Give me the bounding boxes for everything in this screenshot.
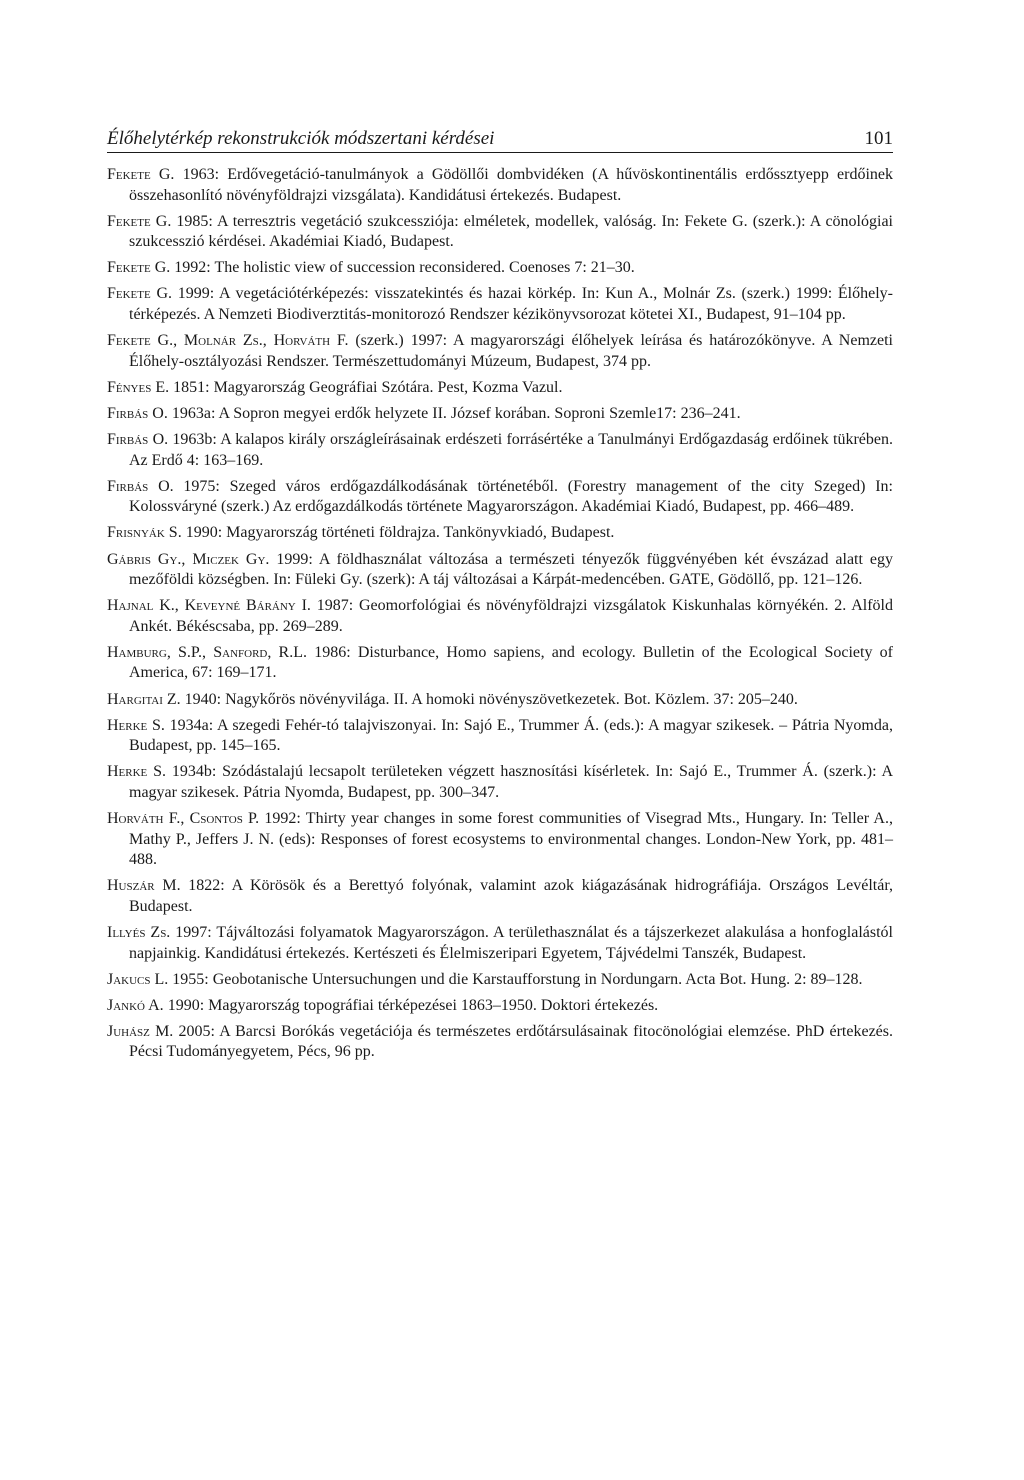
- reference-entry: [107, 550, 893, 591]
- reference-text: 1940: Nagykőrös növényvilága. II. A homoki növényszövetkezetek. Bot. Közlem. 37: 205–240.: [180, 690, 798, 708]
- reference-entry: [107, 404, 893, 425]
- page-number: 101: [864, 128, 893, 149]
- reference-author: Fekete G.: [107, 212, 172, 230]
- reference-author: Firbás O.: [107, 431, 169, 449]
- reference-author: Hajnal K., Keveyné Bárány I.: [107, 597, 311, 615]
- reference-entry: [107, 477, 893, 518]
- reference-text: 1963: Erdővegetáció-tanulmányok a Gödöllői dombvidéken (A hűvöskontinentális erdőssztyepp erdőinek összehasonlító növényföldrajzi vizsgálata). Kandidátusi értekezés. Budapest.: [129, 166, 894, 204]
- reference-entry: [107, 996, 893, 1017]
- reference-author: Juhász M.: [107, 1022, 174, 1040]
- reference-entry: [107, 643, 893, 684]
- reference-entry: [107, 1022, 893, 1063]
- reference-text: 1987: Geomorfológiai és növényföldrajzi vizsgálatok Kiskunhalas környékén. 2. Alföld Ankét. Békéscsaba, pp. 269–289.: [129, 597, 893, 635]
- reference-entry: [107, 165, 893, 206]
- reference-author: Huszár M.: [107, 877, 181, 895]
- running-head: [107, 128, 893, 153]
- running-title: Élőhelytérkép rekonstrukciók módszertani kérdései: [107, 128, 495, 149]
- reference-text: 1822: A Körösök és a Berettyó folyónak, valamint azok kiágazásának hidrográfiája. Országos Levéltár, Budapest.: [129, 877, 894, 915]
- reference-text: 1986: Disturbance, Homo sapiens, and ecology. Bulletin of the Ecological Society of America, 67: 169–171.: [129, 643, 893, 682]
- reference-author: Illyés Zs.: [107, 924, 171, 941]
- reference-author: Fekete G.: [107, 285, 173, 303]
- reference-entry: [107, 523, 893, 544]
- reference-text: 1990: Magyarország történeti földrajza. Tankönyvkiadó, Budapest.: [181, 524, 615, 542]
- reference-text: 1963b: A kalapos király országleírásainak erdészeti forrásértéke a Tanulmányi Erdőgazdaság erdőinek tükrében. Az Erdő 4: 163–169.: [129, 431, 893, 469]
- reference-text: 1985: A terresztris vegetáció szukcessziója: elméletek, modellek, valóság. In: Fekete G. (szerk.): A cönológiai szukcesszió kérdései. Akadémiai Kiadó, Budapest.: [129, 212, 893, 251]
- reference-author: Horváth F., Csontos P.: [107, 810, 260, 828]
- reference-text: 1851: Magyarország Geográfiai Szótára. Pest, Kozma Vazul.: [169, 378, 563, 396]
- reference-entry: [107, 212, 893, 253]
- reference-author: Fekete G., Molnár Zs., Horváth F.: [107, 332, 349, 350]
- reference-entry: [107, 378, 893, 399]
- reference-entry: [107, 596, 893, 637]
- reference-author: Jakucs L.: [107, 970, 169, 988]
- reference-entry: [107, 970, 893, 991]
- reference-text: 1934b: Szódástalajú lecsapolt területeken végzett hasznosítási kísérletek. In: Sajó E., Trummer Á. (szerk.): A magyar szikesek. Pátria Nyomda, Budapest, pp. 300–347.: [129, 763, 893, 801]
- reference-author: Jankó A.: [107, 996, 164, 1014]
- reference-text: 1999: A földhasználat változása a természeti tényezők függvényében két évszázad alatt egy mezőföldi községben. In: Füleki Gy. (szerk): A táj változásai a Kárpát-medencében. GATE, Gödöllő, pp. 121–126.: [129, 550, 893, 589]
- reference-author: Hargitai Z.: [107, 690, 181, 708]
- reference-author: Fekete G.: [107, 166, 175, 183]
- reference-entry: [107, 258, 893, 279]
- reference-author: Firbás O.: [107, 477, 174, 495]
- reference-text: (szerk.) 1997: A magyarországi élőhelyek leírása és határozókönyve. A Nemzeti Élőhely-osztályozási Rendszer. Természettudományi Múzeum, Budapest, 374 pp.: [129, 332, 893, 370]
- reference-author: Fekete G.: [107, 259, 171, 277]
- page: [107, 128, 893, 1069]
- reference-author: Firbás O.: [107, 404, 168, 422]
- reference-author: Herke S.: [107, 716, 165, 734]
- reference-list: [107, 165, 893, 1063]
- reference-entry: [107, 331, 893, 372]
- reference-text: 1955: Geobotanische Untersuchungen und die Karstaufforstung in Nordungarn. Acta Bot. Hung. 2: 89–128.: [168, 970, 863, 988]
- reference-entry: [107, 876, 893, 917]
- reference-text: 1992: The holistic view of succession reconsidered. Coenoses 7: 21–30.: [170, 259, 635, 277]
- reference-author: Herke S.: [107, 763, 166, 781]
- reference-entry: [107, 762, 893, 803]
- reference-entry: [107, 284, 893, 325]
- reference-author: Hamburg, S.P., Sanford, R.L.: [107, 643, 308, 661]
- reference-text: 1999: A vegetációtérképezés: visszatekintés és hazai körkép. In: Kun A., Molnár Zs. (szerk.) 1999: Élőhely-térképezés. A Nemzeti Biodiverztitás-monitorozó Rendszer kézikönyvsorozat kötetei XI., Budapest, 91–104 pp.: [129, 285, 893, 324]
- reference-text: 1934a: A szegedi Fehér-tó talajviszonyai. In: Sajó E., Trummer Á. (eds.): A magyar szikesek. – Pátria Nyomda, Budapest, pp. 145–165.: [129, 716, 893, 755]
- reference-text: 1975: Szeged város erdőgazdálkodásának történetéből. (Forestry management of the city Szeged) In: Kolossváryné (szerk.) Az erdőgazdálkodás története Magyarországon. Akadémiai Kiadó, Budapest, pp. 466–489.: [129, 477, 894, 516]
- reference-entry: [107, 690, 893, 711]
- reference-text: 1990: Magyarország topográfiai térképezései 1863–1950. Doktori értekezés.: [163, 996, 659, 1014]
- reference-text: 1997: Tájváltozási folyamatok Magyarországon. A területhasználat és a tájszerkezet alakulása a honfoglalástól napjainkig. Kandidátusi értekezés. Kertészeti és Élelmiszeripari Egyetem, Tájvédelmi Tanszék, Budapest.: [129, 924, 893, 962]
- reference-author: Fényes E.: [107, 378, 170, 396]
- reference-author: Frisnyák S.: [107, 524, 182, 542]
- reference-entry: [107, 809, 893, 871]
- reference-entry: [107, 716, 893, 757]
- reference-entry: [107, 430, 893, 471]
- reference-author: Gábris Gy., Miczek Gy.: [107, 550, 270, 568]
- reference-text: 1992: Thirty year changes in some forest communities of Visegrad Mts., Hungary. In: Teller A., Mathy P., Jeffers J. N. (eds): Responses of forest ecosystems to environmental changes. London-New York, pp. 481–488.: [129, 810, 893, 869]
- reference-entry: [107, 923, 893, 964]
- reference-text: 1963a: A Sopron megyei erdők helyzete II. József korában. Soproni Szemle17: 236–241.: [167, 404, 741, 422]
- reference-text: 2005: A Barcsi Borókás vegetációja és természetes erdőtársulásainak fitocönológiai elemzése. PhD értekezés. Pécsi Tudományegyetem, Pécs, 96 pp.: [129, 1022, 894, 1061]
